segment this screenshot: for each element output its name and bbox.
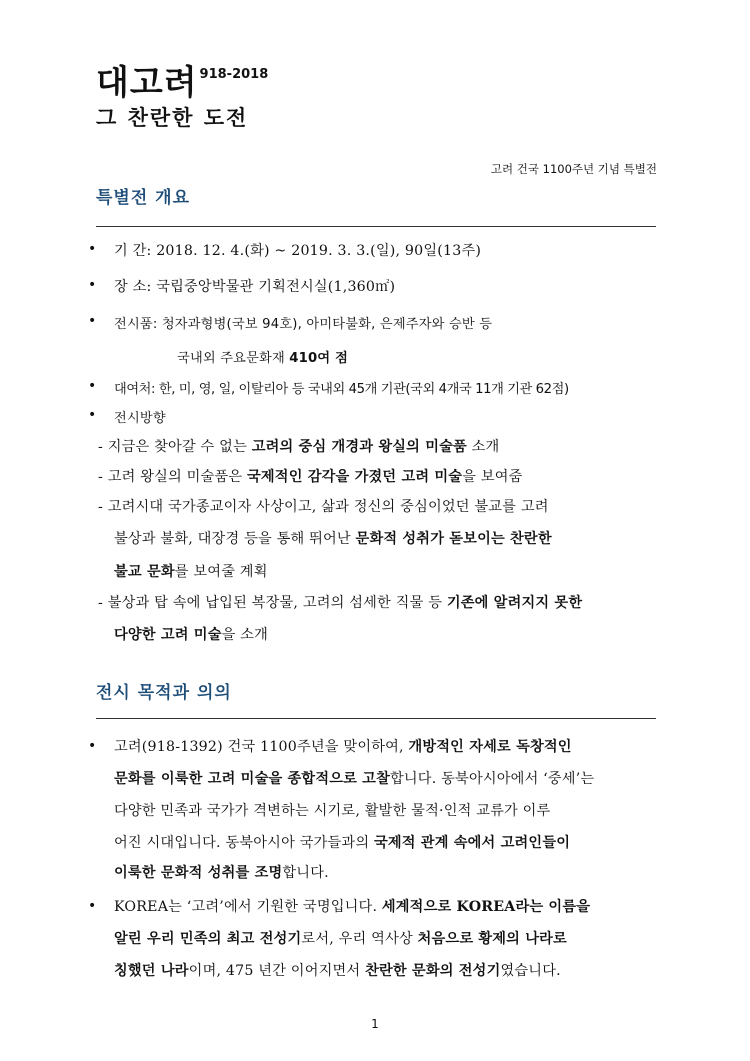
lenders-line: 대여처: 한, 미, 영, 일, 이탈리아 등 국내외 45개 기관(국외 4개국 11개 기관 62점) — [114, 382, 569, 397]
direction-item-1: - 지금은 찾아갈 수 없는 고려의 중심 개경과 왕실의 미술품 소개 — [98, 439, 500, 455]
bullet-icon: • — [88, 241, 97, 257]
bullet-icon: • — [88, 378, 97, 394]
purpose-p1-line-4: 어진 시대입니다. 동북아시아 국가들과의 국제적 관계 속에서 고려인들이 — [114, 835, 571, 851]
title-years: 918-2018 — [199, 67, 269, 82]
bullet-icon: • — [88, 313, 97, 329]
purpose-p2-line-3: 칭했던 나라이며, 475 년간 이어지면서 찬란한 문화의 전성기였습니다. — [114, 963, 561, 979]
purpose-p1-line-1: 고려(918-1392) 건국 1100주년을 맞이하여, 개방적인 자세로 독창적인 — [114, 739, 572, 755]
bullet-icon: • — [88, 277, 97, 293]
venue-line: 장 소: 국립중앙박물관 기획전시실(1,360㎡) — [114, 279, 396, 295]
direction-item-4: - 불상과 탑 속에 납입된 복장물, 고려의 섬세한 직물 등 기존에 알려지지 못한 — [98, 595, 583, 611]
purpose-divider — [96, 718, 656, 719]
bullet-icon: • — [88, 407, 97, 423]
purpose-p1-line-5: 이룩한 문화적 성취를 조명합니다. — [114, 865, 329, 881]
purpose-heading: 전시 목적과 의의 — [96, 683, 232, 703]
purpose-p1-line-3: 다양한 민족과 국가가 격변하는 시기로, 활발한 물적·인적 교류가 이루 — [114, 803, 551, 819]
overview-heading: 특별전 개요 — [96, 188, 191, 208]
period-line: 기 간: 2018. 12. 4.(화) ~ 2019. 3. 3.(일), 90일(13주) — [114, 243, 482, 259]
document-title — [96, 55, 268, 104]
direction-item-3: - 고려시대 국가종교이자 사상이고, 삶과 정신의 중심이었던 불교를 고려 — [98, 499, 549, 515]
exhibits-line: 전시품: 청자과형병(국보 94호), 아미타불화, 은제주자와 승반 등 — [114, 317, 493, 332]
document-subtitle: 그 찬란한 도전 — [96, 106, 249, 130]
direction-item-3-cont: 불교 문화를 보여줄 계획 — [114, 564, 268, 580]
purpose-p1-line-2: 문화를 이룩한 고려 미술을 종합적으로 고찰합니다. 동북아시아에서 ‘중세’는 — [114, 771, 595, 787]
direction-item-3-cont: 불상과 불화, 대장경 등을 통해 뛰어난 문화적 성취가 돋보이는 찬란한 — [114, 531, 552, 547]
bullet-icon: • — [88, 738, 97, 754]
page-number: 1 — [371, 1017, 379, 1031]
direction-label: 전시방향 — [114, 411, 166, 426]
bullet-icon: • — [88, 898, 97, 914]
overview-divider — [96, 226, 656, 227]
direction-item-4-cont: 다양한 고려 미술을 소개 — [114, 627, 269, 643]
direction-item-2: - 고려 왕실의 미술품은 국제적인 감각을 가졌던 고려 미술을 보여줌 — [98, 469, 523, 485]
purpose-p2-line-2: 알린 우리 민족의 최고 전성기로서, 우리 역사상 처음으로 황제의 나라로 — [114, 931, 567, 947]
event-tag: 고려 건국 1100주년 기념 특별전 — [490, 162, 657, 176]
purpose-p2-line-1: KOREA는 ‘고려’에서 기원한 국명입니다. 세계적으로 KOREA라는 이름을 — [114, 899, 591, 915]
title-main: 대고려 — [96, 63, 198, 103]
exhibits-count-line: 국내외 주요문화재 410여 점 — [177, 351, 349, 366]
